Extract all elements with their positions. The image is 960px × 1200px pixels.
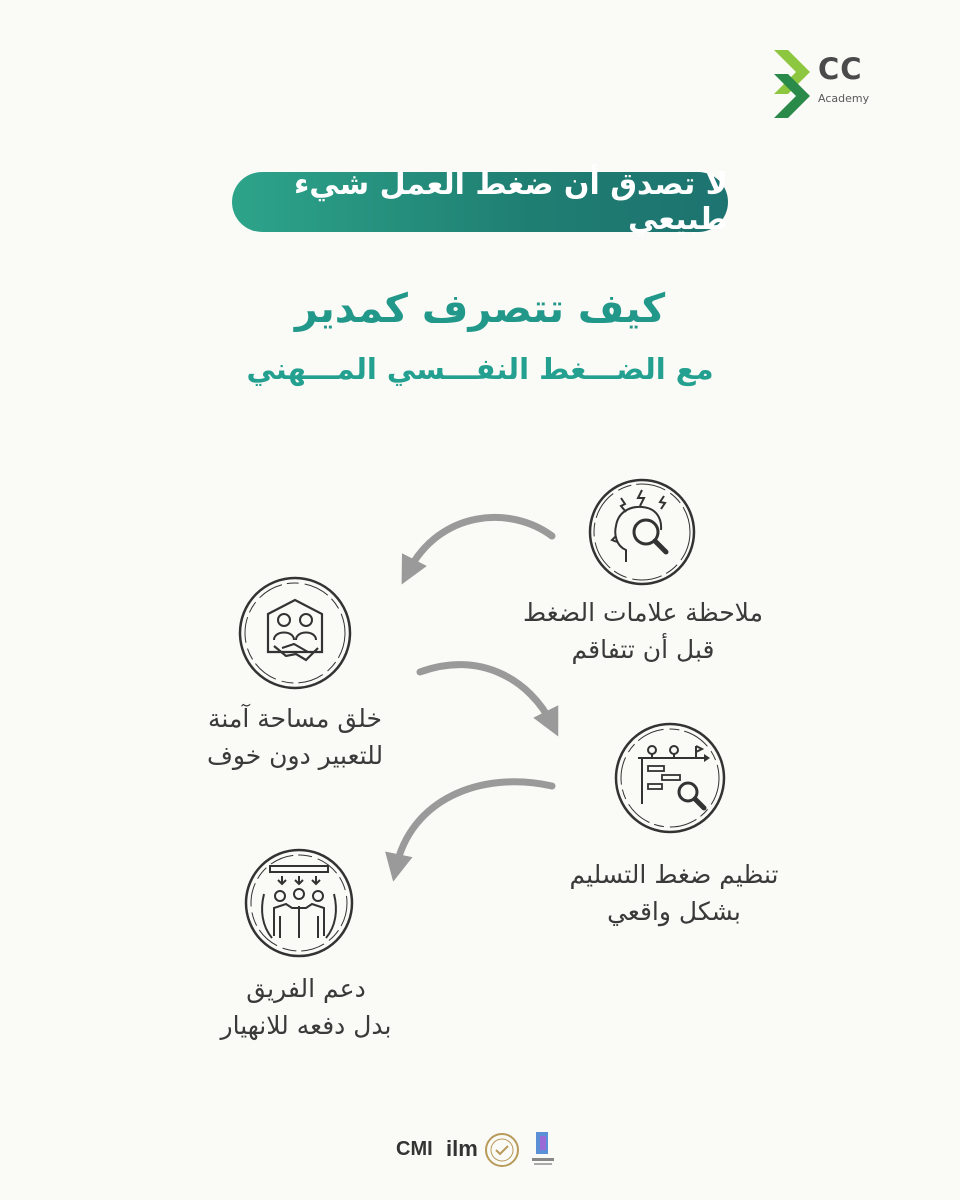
ilm-logo: ilm (446, 1136, 478, 1161)
handshake-shield-icon (236, 574, 354, 692)
logo-title: CC (818, 52, 863, 86)
step-2-label (170, 700, 420, 774)
step-4-line-1: دعم الفريق (246, 974, 366, 1003)
arrow-3 (396, 782, 552, 868)
stressed-head-magnifier-icon (586, 476, 698, 588)
logo-subtitle: Academy (818, 92, 870, 105)
arrow-1 (408, 517, 552, 572)
step-2-line-2: للتعبير دون خوف (206, 741, 384, 770)
step-1-line-2: قبل أن تتفاقم (571, 635, 715, 664)
step-4-label (186, 970, 426, 1044)
arrow-2 (420, 665, 552, 724)
step-2-line-1: خلق مساحة آمنة (208, 704, 382, 733)
page-subtitle: مع الضـــغط النفـــسي المـــهني (246, 352, 714, 386)
cmi-logo: CMI (396, 1138, 433, 1160)
page-title: كيف تتصرف كمدير (294, 286, 666, 332)
accreditation-seal-icon (484, 1132, 520, 1168)
step-3-line-1: تنظيم ضغط التسليم (569, 860, 779, 889)
step-1-line-1: ملاحظة علامات الضغط (523, 598, 763, 627)
step-3-label (554, 856, 794, 930)
partner-logos (380, 1128, 580, 1172)
gantt-chart-magnifier-icon (612, 720, 728, 836)
step-3-line-2: بشكل واقعي (607, 897, 741, 926)
step-4-line-2: بدل دفعه للانهيار (220, 1011, 392, 1040)
team-support-icon (242, 846, 356, 960)
step-1-label (500, 594, 786, 668)
institution-emblem-icon (530, 1130, 556, 1170)
banner-text: لا تصدق أن ضغط العمل شيء طبيعي (293, 167, 728, 237)
